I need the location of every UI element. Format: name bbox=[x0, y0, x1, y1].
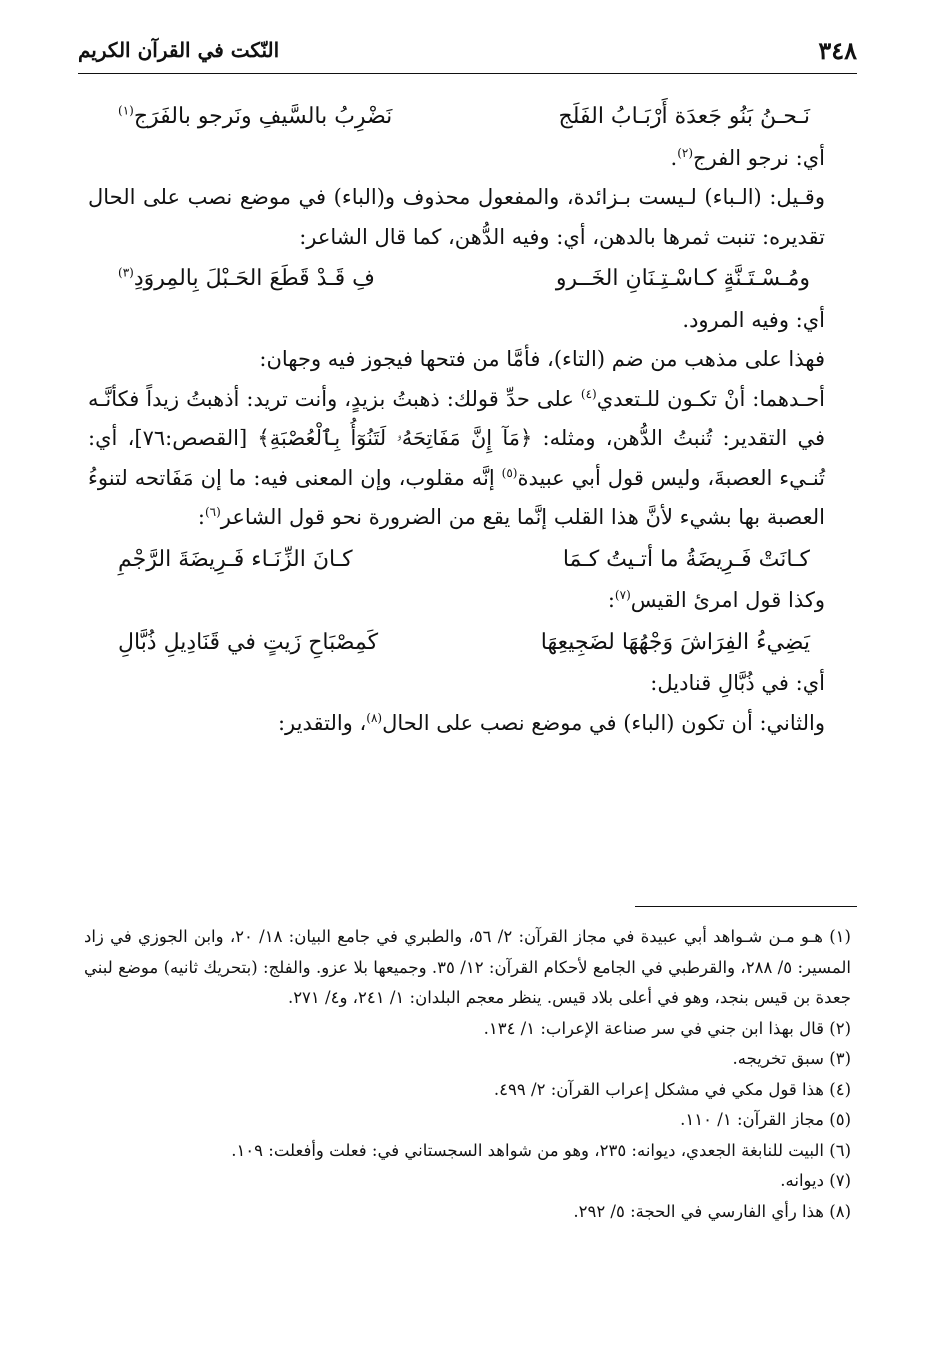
verse-hemistich-right: ومُـسْـتَـنَّةٍ كـاسْـتِـنَانِ الخَــرو bbox=[555, 266, 810, 291]
text-line: أي: وفيه المرود. bbox=[682, 307, 825, 332]
footnote: (٦) البيت للنابغة الجعدي، ديوانه: ٢٣٥، وهو من شواهد السجستاني في: فعلت وأفعلت: ١٠٩. bbox=[231, 1140, 851, 1160]
poetry-verse bbox=[88, 623, 825, 663]
verse-hemistich-left: نَضْرِبُ بالسَّيفِ ونَرجو بالفَرَج$^{(١)}$ bbox=[118, 103, 393, 129]
poetry-verse bbox=[88, 97, 825, 137]
header-divider bbox=[78, 73, 857, 74]
verse-hemistich-left: كَمِصْبَاحِ زَيتٍ في قَنَادِيلِ ذُبَّالِ bbox=[118, 629, 379, 655]
footnote-ref[interactable]: (٥) bbox=[501, 465, 518, 480]
footnote: (٧) ديوانه. bbox=[780, 1171, 851, 1190]
footnote-ref[interactable]: (٦) bbox=[204, 505, 221, 519]
page-header bbox=[78, 36, 857, 70]
verse-hemistich-right: يَضِيءُ الفِرَاشَ وَجْهُهَا لضَجِيعِهَا bbox=[540, 629, 810, 655]
footnote: (٢) قال بهذا ابن جني في سر صناعة الإعراب: ١/ ١٣٤. bbox=[483, 1018, 851, 1038]
poetry-verse bbox=[88, 540, 825, 580]
footnote: (٨) هذا رأي الفارسي في الحجة: ٥/ ٢٩٢. bbox=[573, 1201, 851, 1221]
text-line: أي: في ذُبَّالِ قناديل: bbox=[650, 671, 825, 695]
footnote-ref[interactable]: (٣) bbox=[118, 265, 134, 280]
footnote-divider bbox=[635, 906, 857, 907]
paragraph: وقـيل: (الـباء) لـيست بـزائدة، والمفعول محذوف و(الباء) في موضع نصب على الحال تقديره: تنبت ثمرها بالدهن، أي: وفيه الدُّهن، كما قال الشاعر: bbox=[88, 185, 825, 249]
footnote-ref[interactable]: (٤) bbox=[580, 386, 597, 401]
footnote: (٣) سبق تخريجه. bbox=[732, 1049, 851, 1068]
footnote-ref[interactable]: (٨) bbox=[366, 710, 383, 725]
main-text bbox=[88, 95, 825, 743]
footnote-ref[interactable]: (١) bbox=[118, 103, 134, 118]
text-line: والثاني: أن تكون (الباء) في موضع نصب على الحال$^{(٨)}$، والتقدير: bbox=[277, 710, 825, 735]
text-line: أي: نرجو الفرج$^{(٢)}$. bbox=[670, 145, 825, 170]
verse-hemistich-left: فِ قَـدْ قَطَعَ الحَـبْلَ بِالمِروَدِ$^{(٣)}$ bbox=[118, 265, 375, 291]
footnote-ref[interactable]: (٧) bbox=[614, 588, 631, 602]
footnote: (٤) هذا قول مكي في مشكل إعراب القرآن: ٢/ ٤٩٩. bbox=[493, 1079, 851, 1099]
footnote: (١) هـو مـن شـواهد أبي عبيدة في مجاز القرآن: ٢/ ٥٦، والطبري في جامع البيان: ١٨/ ٢٠، وابن الجوزي في زاد المسير: ٥/ ٢٨٨، والقرطبي في الجامع لأحكام القرآن: ١٢/ ٣٥. وجميعها بلا عزو. والفلج: (بتحريك ثانيه) موضع لبني جعدة بن قيس بنجد، وهو في أعلى بلاد قيس. ينظر معجم البلدان: ١/ ٢٤١، و٤/ ٢٧١. bbox=[84, 927, 851, 1007]
footnote: (٥) مجاز القرآن: ١/ ١١٠. bbox=[680, 1110, 851, 1129]
poetry-verse bbox=[88, 259, 825, 299]
paragraph: أحـدهما: أنْ تكـون للـتعدي$^{(٤)}$ على حدِّ قولك: ذهبتُ بزيدٍ، وأنت تريد: أذهبتُ زيداً فكأنَّـه في التقدير: تُنبتُ الدُّهن، ومثله: ﴿مَآ إِنَّ مَفَاتِحَهُۥ لَتَنُوٓأُ بِٱلْعُصْبَةِ﴾ [القصص:٧٦]، أي: تُنـيء العصبةَ، وليس قول أبي عبيدة$^{(٥)}$ إنَّه مقلوب، وإن المعنى فيه: ما إن مَفَاتحه لتنوءُ العصبة بها بشيء لأنَّ هذا القلب إنَّما يقع من الضرورة نحو قول الشاعر$^{(٦)}$: bbox=[88, 386, 825, 529]
verse-hemistich-right: نَـحـنُ بَنُو جَعدَة أَرْبَـابُ الفَلَج bbox=[558, 104, 810, 129]
running-title: النّكت في القرآن الكريم bbox=[78, 38, 280, 62]
verse-hemistich-left: كـانَ الزِّنَـاء فَـرِيضَةَ الرَّجْمِ bbox=[118, 546, 353, 572]
paragraph: فهذا على مذهب من ضم (التاء)، فأمَّا من فتحها فيجوز فيه وجهان: bbox=[259, 347, 825, 371]
footnote-ref[interactable]: (٢) bbox=[677, 145, 694, 160]
page-number: ٣٤٨ bbox=[818, 36, 857, 65]
text-line: وكذا قول امرئ القيس$^{(٧)}$: bbox=[607, 588, 825, 612]
verse-hemistich-right: كـانَتْ فَـرِيضَةُ ما أتـيتُ كـمَا bbox=[562, 546, 810, 572]
footnotes-section bbox=[84, 922, 851, 1227]
